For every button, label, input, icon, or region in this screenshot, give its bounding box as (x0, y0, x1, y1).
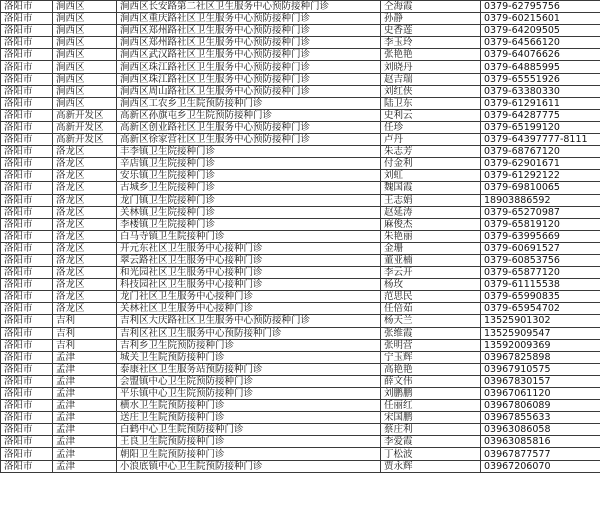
district-cell[interactable]: 吉利 (53, 339, 117, 351)
district-cell[interactable]: 高新开发区 (53, 121, 117, 133)
contact-person-cell[interactable]: 仝海霞 (381, 1, 481, 13)
district-cell[interactable]: 洛龙区 (53, 206, 117, 218)
clinic-name-cell[interactable]: 吉利区大庆路社区卫生服务中心预防接种门诊 (117, 315, 381, 327)
table-row (1, 85, 600, 97)
contact-person-cell[interactable]: 孙静 (381, 13, 481, 25)
table-row (1, 267, 600, 279)
city-cell[interactable]: 洛阳市 (1, 254, 53, 266)
district-cell[interactable]: 洛龙区 (53, 303, 117, 315)
table-row (1, 448, 600, 460)
district-cell[interactable]: 高新开发区 (53, 134, 117, 146)
city-cell[interactable]: 洛阳市 (1, 351, 53, 363)
clinic-name-cell[interactable]: 朝阳卫生院预防接种门诊 (117, 448, 381, 460)
phone-cell[interactable]: 0379-65954702 (481, 303, 600, 315)
city-cell[interactable]: 洛阳市 (1, 134, 53, 146)
phone-cell[interactable]: 0379-62901671 (481, 158, 600, 170)
clinic-name-cell[interactable]: 平乐镇中心卫生院预防接种门诊 (117, 388, 381, 400)
city-cell[interactable]: 洛阳市 (1, 97, 53, 109)
phone-cell[interactable]: 0379-69810065 (481, 182, 600, 194)
phone-cell[interactable]: 0379-64209505 (481, 25, 600, 37)
city-cell[interactable]: 洛阳市 (1, 206, 53, 218)
clinic-name-cell[interactable]: 龙门镇卫生院接种门诊 (117, 194, 381, 206)
contact-person-cell[interactable]: 朱艳丽 (381, 230, 481, 242)
phone-cell[interactable]: 0379-63995669 (481, 230, 600, 242)
table-row (1, 327, 600, 339)
clinic-name-cell[interactable]: 辛店镇卫生院接种门诊 (117, 158, 381, 170)
phone-cell[interactable]: 18903886592 (481, 194, 600, 206)
clinic-name-cell[interactable]: 泰康社区卫生服务站预防接种门诊 (117, 363, 381, 375)
contact-person-cell[interactable]: 宋国鹏 (381, 412, 481, 424)
phone-cell[interactable]: 03967830157 (481, 375, 600, 387)
district-cell[interactable]: 吉利 (53, 327, 117, 339)
table-row (1, 400, 600, 412)
district-cell[interactable]: 洛龙区 (53, 230, 117, 242)
table-row (1, 49, 600, 61)
table-row (1, 351, 600, 363)
district-cell[interactable]: 涧西区 (53, 37, 117, 49)
contact-person-cell[interactable]: 刘虹 (381, 170, 481, 182)
table-row (1, 424, 600, 436)
contact-person-cell[interactable]: 刘红侠 (381, 85, 481, 97)
district-cell[interactable]: 涧西区 (53, 73, 117, 85)
clinic-name-cell[interactable]: 横水卫生院预防接种门诊 (117, 400, 381, 412)
city-cell[interactable]: 洛阳市 (1, 1, 53, 13)
contact-person-cell[interactable]: 薛文伟 (381, 375, 481, 387)
contact-person-cell[interactable]: 卢丹 (381, 134, 481, 146)
district-cell[interactable]: 涧西区 (53, 49, 117, 61)
phone-cell[interactable]: 0379-65270987 (481, 206, 600, 218)
city-cell[interactable]: 洛阳市 (1, 460, 53, 472)
contact-person-cell[interactable]: 李爱霞 (381, 436, 481, 448)
contact-person-cell[interactable]: 朱志芳 (381, 146, 481, 158)
table-row (1, 412, 600, 424)
city-cell[interactable]: 洛阳市 (1, 146, 53, 158)
city-cell[interactable]: 洛阳市 (1, 182, 53, 194)
district-cell[interactable]: 高新开发区 (53, 109, 117, 121)
city-cell[interactable]: 洛阳市 (1, 279, 53, 291)
table-row (1, 97, 600, 109)
phone-cell[interactable]: 0379-60853756 (481, 254, 600, 266)
contact-person-cell[interactable]: 董亚楠 (381, 254, 481, 266)
district-cell[interactable]: 涧西区 (53, 97, 117, 109)
phone-cell[interactable]: 0379-64885995 (481, 61, 600, 73)
table-row (1, 436, 600, 448)
table-row (1, 460, 600, 472)
city-cell[interactable]: 洛阳市 (1, 315, 53, 327)
phone-cell[interactable]: 03963086058 (481, 424, 600, 436)
phone-cell[interactable]: 0379-60691527 (481, 242, 600, 254)
city-cell[interactable]: 洛阳市 (1, 400, 53, 412)
district-cell[interactable]: 孟津 (53, 436, 117, 448)
phone-cell[interactable]: 0379-61292122 (481, 170, 600, 182)
clinic-name-cell[interactable]: 李楼镇卫生院接种门诊 (117, 218, 381, 230)
city-cell[interactable]: 洛阳市 (1, 37, 53, 49)
clinic-table-body (1, 1, 600, 473)
city-cell[interactable]: 洛阳市 (1, 436, 53, 448)
phone-cell[interactable]: 0379-65551926 (481, 73, 600, 85)
district-cell[interactable]: 孟津 (53, 388, 117, 400)
city-cell[interactable]: 洛阳市 (1, 49, 53, 61)
city-cell[interactable]: 洛阳市 (1, 158, 53, 170)
district-cell[interactable]: 洛龙区 (53, 146, 117, 158)
city-cell[interactable]: 洛阳市 (1, 375, 53, 387)
contact-person-cell[interactable]: 任丽红 (381, 400, 481, 412)
district-cell[interactable]: 孟津 (53, 424, 117, 436)
contact-person-cell[interactable]: 史利云 (381, 109, 481, 121)
district-cell[interactable]: 孟津 (53, 375, 117, 387)
clinic-name-cell[interactable]: 丰李镇卫生院接种门诊 (117, 146, 381, 158)
city-cell[interactable]: 洛阳市 (1, 339, 53, 351)
contact-person-cell[interactable]: 刘晓丹 (381, 61, 481, 73)
contact-person-cell[interactable]: 杨天兰 (381, 315, 481, 327)
district-cell[interactable]: 孟津 (53, 460, 117, 472)
table-row (1, 230, 600, 242)
phone-cell[interactable]: 0379-65819120 (481, 218, 600, 230)
contact-person-cell[interactable]: 金珊 (381, 242, 481, 254)
clinic-name-cell[interactable]: 龙门社区卫生服务中心接种门诊 (117, 291, 381, 303)
district-cell[interactable]: 吉利 (53, 315, 117, 327)
table-row (1, 254, 600, 266)
table-row (1, 388, 600, 400)
table-row (1, 25, 600, 37)
phone-cell[interactable]: 03967061120 (481, 388, 600, 400)
contact-person-cell[interactable]: 高艳艳 (381, 363, 481, 375)
table-row (1, 73, 600, 85)
city-cell[interactable]: 洛阳市 (1, 363, 53, 375)
city-cell[interactable]: 洛阳市 (1, 13, 53, 25)
contact-person-cell[interactable]: 张艳艳 (381, 49, 481, 61)
district-cell[interactable]: 洛龙区 (53, 242, 117, 254)
contact-person-cell[interactable]: 李云开 (381, 267, 481, 279)
contact-person-cell[interactable]: 刘鹏鹏 (381, 388, 481, 400)
contact-person-cell[interactable]: 魏国霞 (381, 182, 481, 194)
phone-cell[interactable]: 0379-65199120 (481, 121, 600, 133)
clinic-name-cell[interactable]: 小浪底镇中心卫生院预防接种门诊 (117, 460, 381, 472)
clinic-name-cell[interactable]: 涧西区珠江路社区卫生服务中心预防接种门诊 (117, 61, 381, 73)
district-cell[interactable]: 涧西区 (53, 1, 117, 13)
clinic-name-cell[interactable]: 古城乡卫生院接种门诊 (117, 182, 381, 194)
clinic-name-cell[interactable]: 王良卫生院预防接种门诊 (117, 436, 381, 448)
clinic-name-cell[interactable]: 开元东社区卫生服务中心接种门诊 (117, 242, 381, 254)
district-cell[interactable]: 孟津 (53, 363, 117, 375)
clinic-name-cell[interactable]: 涧西区郑州路社区卫生服务中心预防接种门诊 (117, 25, 381, 37)
clinic-name-cell[interactable]: 吉利乡卫生院预防接种门诊 (117, 339, 381, 351)
phone-cell[interactable]: 0379-63380330 (481, 85, 600, 97)
phone-cell[interactable]: 03967206070 (481, 460, 600, 472)
table-row (1, 218, 600, 230)
contact-person-cell[interactable]: 杨玫 (381, 279, 481, 291)
table-row (1, 158, 600, 170)
district-cell[interactable]: 涧西区 (53, 85, 117, 97)
table-row (1, 315, 600, 327)
district-cell[interactable]: 洛龙区 (53, 158, 117, 170)
phone-cell[interactable]: 03967910575 (481, 363, 600, 375)
table-row (1, 13, 600, 25)
city-cell[interactable]: 洛阳市 (1, 194, 53, 206)
city-cell[interactable]: 洛阳市 (1, 121, 53, 133)
table-row (1, 363, 600, 375)
clinic-name-cell[interactable]: 关林社区卫生服务中心接种门诊 (117, 303, 381, 315)
district-cell[interactable]: 涧西区 (53, 61, 117, 73)
phone-cell[interactable]: 03967877577 (481, 448, 600, 460)
phone-cell[interactable]: 03963085816 (481, 436, 600, 448)
table-row (1, 194, 600, 206)
district-cell[interactable]: 洛龙区 (53, 291, 117, 303)
contact-person-cell[interactable]: 付金利 (381, 158, 481, 170)
city-cell[interactable]: 洛阳市 (1, 170, 53, 182)
contact-person-cell[interactable]: 麻俊杰 (381, 218, 481, 230)
district-cell[interactable]: 洛龙区 (53, 194, 117, 206)
phone-cell[interactable]: 0379-64076626 (481, 49, 600, 61)
contact-person-cell[interactable]: 范思民 (381, 291, 481, 303)
phone-cell[interactable]: 0379-65877120 (481, 267, 600, 279)
contact-person-cell[interactable]: 李玉玲 (381, 37, 481, 49)
district-cell[interactable]: 洛龙区 (53, 279, 117, 291)
clinic-name-cell[interactable]: 涧西区工农乡卫生院预防接种门诊 (117, 97, 381, 109)
clinic-name-cell[interactable]: 涧西区重庆路社区卫生服务中心预防接种门诊 (117, 13, 381, 25)
city-cell[interactable]: 洛阳市 (1, 291, 53, 303)
city-cell[interactable]: 洛阳市 (1, 85, 53, 97)
city-cell[interactable]: 洛阳市 (1, 267, 53, 279)
district-cell[interactable]: 洛龙区 (53, 254, 117, 266)
city-cell[interactable]: 洛阳市 (1, 424, 53, 436)
clinic-name-cell[interactable]: 安乐镇卫生院接种门诊 (117, 170, 381, 182)
phone-cell[interactable]: 0379-61115538 (481, 279, 600, 291)
clinic-name-cell[interactable]: 涧西区武汉路社区卫生服务中心预防接种门诊 (117, 49, 381, 61)
city-cell[interactable]: 洛阳市 (1, 61, 53, 73)
contact-person-cell[interactable]: 任倍茹 (381, 303, 481, 315)
phone-cell[interactable]: 0379-68767120 (481, 146, 600, 158)
clinic-name-cell[interactable]: 送庄卫生院预防接种门诊 (117, 412, 381, 424)
clinic-name-cell[interactable]: 涧西区郑州路社区卫生服务中心预防接种门诊 (117, 37, 381, 49)
city-cell[interactable]: 洛阳市 (1, 25, 53, 37)
table-row (1, 170, 600, 182)
city-cell[interactable]: 洛阳市 (1, 109, 53, 121)
phone-cell[interactable]: 0379-64397777-8111 (481, 134, 600, 146)
clinic-name-cell[interactable]: 高新区创业路社区卫生服务中心预防接种门诊 (117, 121, 381, 133)
table-row (1, 146, 600, 158)
table-row (1, 206, 600, 218)
clinic-name-cell[interactable]: 城关卫生院预防接种门诊 (117, 351, 381, 363)
district-cell[interactable]: 孟津 (53, 448, 117, 460)
clinic-name-cell[interactable]: 涧西区珠江路社区卫生服务中心预防接种门诊 (117, 73, 381, 85)
table-row (1, 1, 600, 13)
city-cell[interactable]: 洛阳市 (1, 388, 53, 400)
table-row (1, 37, 600, 49)
phone-cell[interactable]: 0379-62795756 (481, 1, 600, 13)
contact-person-cell[interactable]: 赵延涛 (381, 206, 481, 218)
clinic-name-cell[interactable]: 翠云路社区卫生服务中心接种门诊 (117, 254, 381, 266)
phone-cell[interactable]: 0379-60215601 (481, 13, 600, 25)
phone-cell[interactable]: 0379-65990835 (481, 291, 600, 303)
table-row (1, 61, 600, 73)
table-row (1, 303, 600, 315)
table-row (1, 242, 600, 254)
phone-cell[interactable]: 0379-64287775 (481, 109, 600, 121)
district-cell[interactable]: 涧西区 (53, 25, 117, 37)
clinic-name-cell[interactable]: 白鹤中心卫生院预防接种门诊 (117, 424, 381, 436)
contact-person-cell[interactable]: 丁松波 (381, 448, 481, 460)
contact-person-cell[interactable]: 赵吉瑞 (381, 73, 481, 85)
phone-cell[interactable]: 0379-61291611 (481, 97, 600, 109)
clinic-name-cell[interactable]: 涧西区周山路社区卫生服务中心预防接种门诊 (117, 85, 381, 97)
district-cell[interactable]: 洛龙区 (53, 267, 117, 279)
contact-person-cell[interactable]: 张明营 (381, 339, 481, 351)
city-cell[interactable]: 洛阳市 (1, 230, 53, 242)
table-row (1, 182, 600, 194)
city-cell[interactable]: 洛阳市 (1, 218, 53, 230)
clinic-name-cell[interactable]: 科技园社区卫生服务中心接种门诊 (117, 279, 381, 291)
city-cell[interactable]: 洛阳市 (1, 448, 53, 460)
city-cell[interactable]: 洛阳市 (1, 412, 53, 424)
table-row (1, 134, 600, 146)
clinic-name-cell[interactable]: 和光园社区卫生服务中心接种门诊 (117, 267, 381, 279)
clinic-name-cell[interactable]: 高新区徐家营社区卫生服务中心预防接种门诊 (117, 134, 381, 146)
district-cell[interactable]: 孟津 (53, 400, 117, 412)
table-row (1, 279, 600, 291)
contact-person-cell[interactable]: 贾永辉 (381, 460, 481, 472)
contact-person-cell[interactable]: 陆卫东 (381, 97, 481, 109)
table-row (1, 121, 600, 133)
contact-person-cell[interactable]: 王志娟 (381, 194, 481, 206)
clinic-name-cell[interactable]: 关林镇卫生院接种门诊 (117, 206, 381, 218)
district-cell[interactable]: 涧西区 (53, 13, 117, 25)
phone-cell[interactable]: 03967825898 (481, 351, 600, 363)
phone-cell[interactable]: 03967855633 (481, 412, 600, 424)
city-cell[interactable]: 洛阳市 (1, 327, 53, 339)
phone-cell[interactable]: 03967806089 (481, 400, 600, 412)
contact-person-cell[interactable]: 蔡庄利 (381, 424, 481, 436)
clinic-name-cell[interactable]: 高新区孙旗屯乡卫生院预防接种门诊 (117, 109, 381, 121)
phone-cell[interactable]: 0379-64566120 (481, 37, 600, 49)
clinic-name-cell[interactable]: 白马寺镇卫生院接种门诊 (117, 230, 381, 242)
district-cell[interactable]: 洛龙区 (53, 218, 117, 230)
clinic-name-cell[interactable]: 吉利区社区卫生服务中心预防接种门诊 (117, 327, 381, 339)
contact-person-cell[interactable]: 任珍 (381, 121, 481, 133)
district-cell[interactable]: 洛龙区 (53, 182, 117, 194)
phone-cell[interactable]: 13525901302 (481, 315, 600, 327)
contact-person-cell[interactable]: 张维霞 (381, 327, 481, 339)
table-row (1, 375, 600, 387)
table-row (1, 339, 600, 351)
city-cell[interactable]: 洛阳市 (1, 73, 53, 85)
city-cell[interactable]: 洛阳市 (1, 303, 53, 315)
table-row (1, 109, 600, 121)
clinic-name-cell[interactable]: 涧西区长安路第二社区卫生服务中心预防接种门诊 (117, 1, 381, 13)
city-cell[interactable]: 洛阳市 (1, 242, 53, 254)
district-cell[interactable]: 孟津 (53, 351, 117, 363)
phone-cell[interactable]: 13525909547 (481, 327, 600, 339)
table-row (1, 291, 600, 303)
phone-cell[interactable]: 13592009369 (481, 339, 600, 351)
district-cell[interactable]: 洛龙区 (53, 170, 117, 182)
clinic-name-cell[interactable]: 会盟镇中心卫生院预防接种门诊 (117, 375, 381, 387)
contact-person-cell[interactable]: 史香莲 (381, 25, 481, 37)
district-cell[interactable]: 孟津 (53, 412, 117, 424)
contact-person-cell[interactable]: 宁玉辉 (381, 351, 481, 363)
